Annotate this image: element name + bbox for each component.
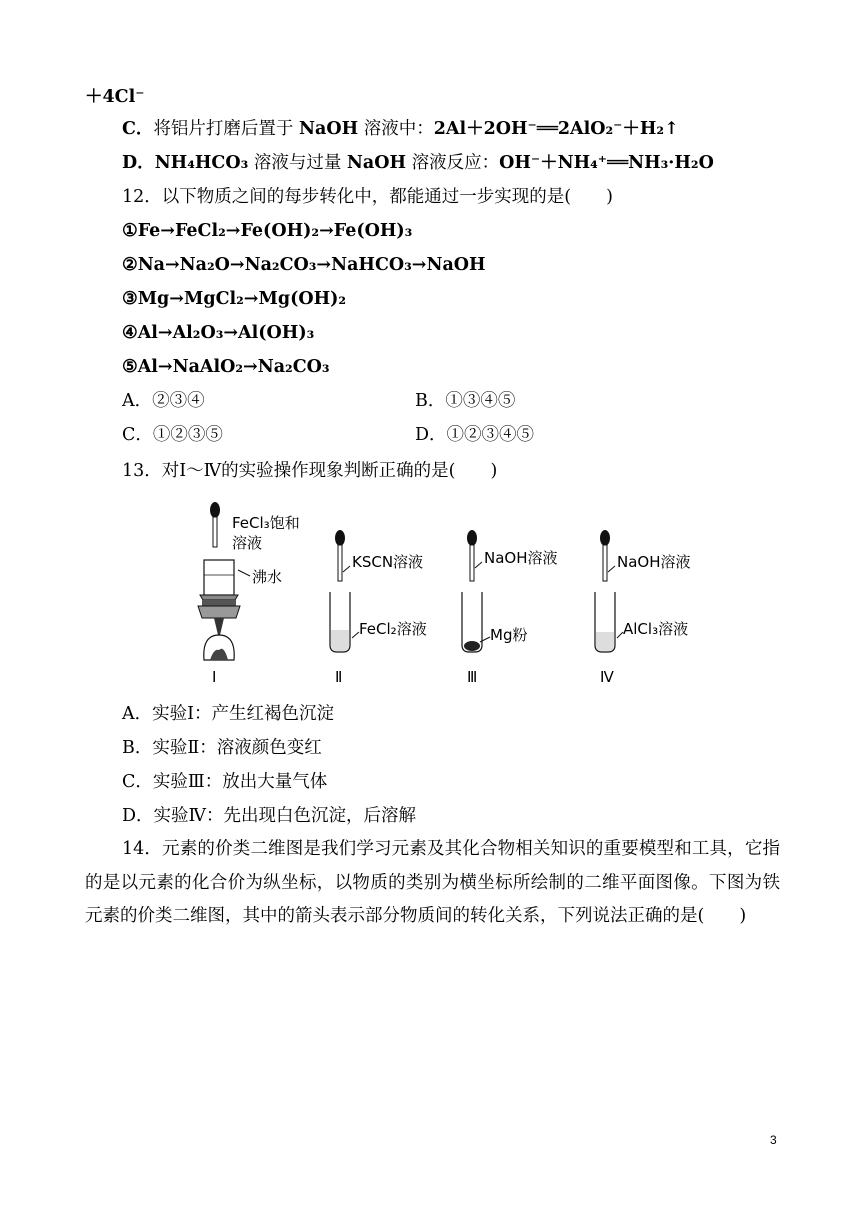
label-boiling-water: 沸水 xyxy=(252,568,283,586)
q12-stem: 12．以下物质之间的每步转化中，都能通过一步实现的是( ) xyxy=(122,187,613,207)
q13-stem: 13．对Ⅰ～Ⅳ的实验操作现象判断正确的是( ) xyxy=(122,461,498,481)
label-fecl3: FeCl₃饱和 xyxy=(232,514,300,532)
text: 溶液与过量 xyxy=(248,153,347,173)
text: 溶液中： xyxy=(358,119,434,139)
roman-3: Ⅲ xyxy=(467,668,478,686)
q14-text: 14．元素的价类二维图是我们学习元素及其化合物相关知识的重要模型和工具，它指的是以元素的化合价为纵坐标，以物质的类别为横坐标所绘制的二维平面图像。下图为铁元素的价类二维图，其中的箭头表示部分物质间的转化关系，下列说法正确的是( ) xyxy=(85,839,780,926)
q12-option-c: C．①②③⑤ xyxy=(122,425,223,445)
q11-tail: ＋4Cl⁻ xyxy=(85,87,145,107)
q11-option-c xyxy=(122,118,679,140)
setup-1 xyxy=(198,502,300,686)
roman-2: Ⅱ xyxy=(335,668,343,686)
label-fecl2: FeCl₂溶液 xyxy=(359,620,427,638)
setup-3 xyxy=(462,530,558,686)
q12-option-d: D．①②③④⑤ xyxy=(415,425,535,445)
text: 将铝片打磨后置于 xyxy=(153,119,299,139)
naoh-text: NaOH xyxy=(346,153,407,173)
q12-item-2: ②Na→Na₂O→Na₂CO₃→NaHCO₃→NaOH xyxy=(122,255,486,275)
q12-option-b: B．①③④⑤ xyxy=(415,391,516,411)
setup-4 xyxy=(595,530,691,686)
label-mg: Mg粉 xyxy=(490,626,528,644)
q12-item-5: ⑤Al→NaAlO₂→Na₂CO₃ xyxy=(122,357,330,377)
q13-option-d: D．实验Ⅳ：先出现白色沉淀，后溶解 xyxy=(122,806,417,826)
q12-option-a: A．②③④ xyxy=(122,391,205,411)
equation: 2Al＋2OH⁻══2AlO₂⁻＋H₂↑ xyxy=(433,119,679,139)
label-alcl3: AlCl₃溶液 xyxy=(623,620,689,638)
q13-option-b: B．实验Ⅱ：溶液颜色变红 xyxy=(122,738,322,758)
q12-item-1: ①Fe→FeCl₂→Fe(OH)₂→Fe(OH)₃ xyxy=(122,221,413,241)
setup-2 xyxy=(330,530,427,686)
experiment-figure xyxy=(180,500,720,690)
label-naoh-3: NaOH溶液 xyxy=(484,549,558,567)
nh4hco3-text: NH₄HCO₃ xyxy=(154,153,249,173)
roman-1: Ⅰ xyxy=(212,668,217,686)
text: 溶液反应： xyxy=(406,153,500,173)
q11-option-d xyxy=(122,152,714,174)
q12-item-3: ③Mg→MgCl₂→Mg(OH)₂ xyxy=(122,289,347,309)
label-naoh-4: NaOH溶液 xyxy=(617,553,691,571)
q14-paragraph xyxy=(85,833,780,934)
option-label: D． xyxy=(122,153,155,173)
naoh-text: NaOH xyxy=(299,119,359,139)
roman-4: Ⅳ xyxy=(600,668,614,686)
option-label: C． xyxy=(122,119,154,139)
label-fecl3-line2: 溶液 xyxy=(232,534,263,552)
q13-option-a: A．实验Ⅰ：产生红褐色沉淀 xyxy=(122,704,335,724)
equation: OH⁻＋NH₄⁺══NH₃·H₂O xyxy=(499,153,714,173)
q13-option-c: C．实验Ⅲ：放出大量气体 xyxy=(122,772,328,792)
page-number: 3 xyxy=(770,1133,777,1147)
q12-item-4: ④Al→Al₂O₃→Al(OH)₃ xyxy=(122,323,315,343)
label-kscn: KSCN溶液 xyxy=(352,553,424,571)
